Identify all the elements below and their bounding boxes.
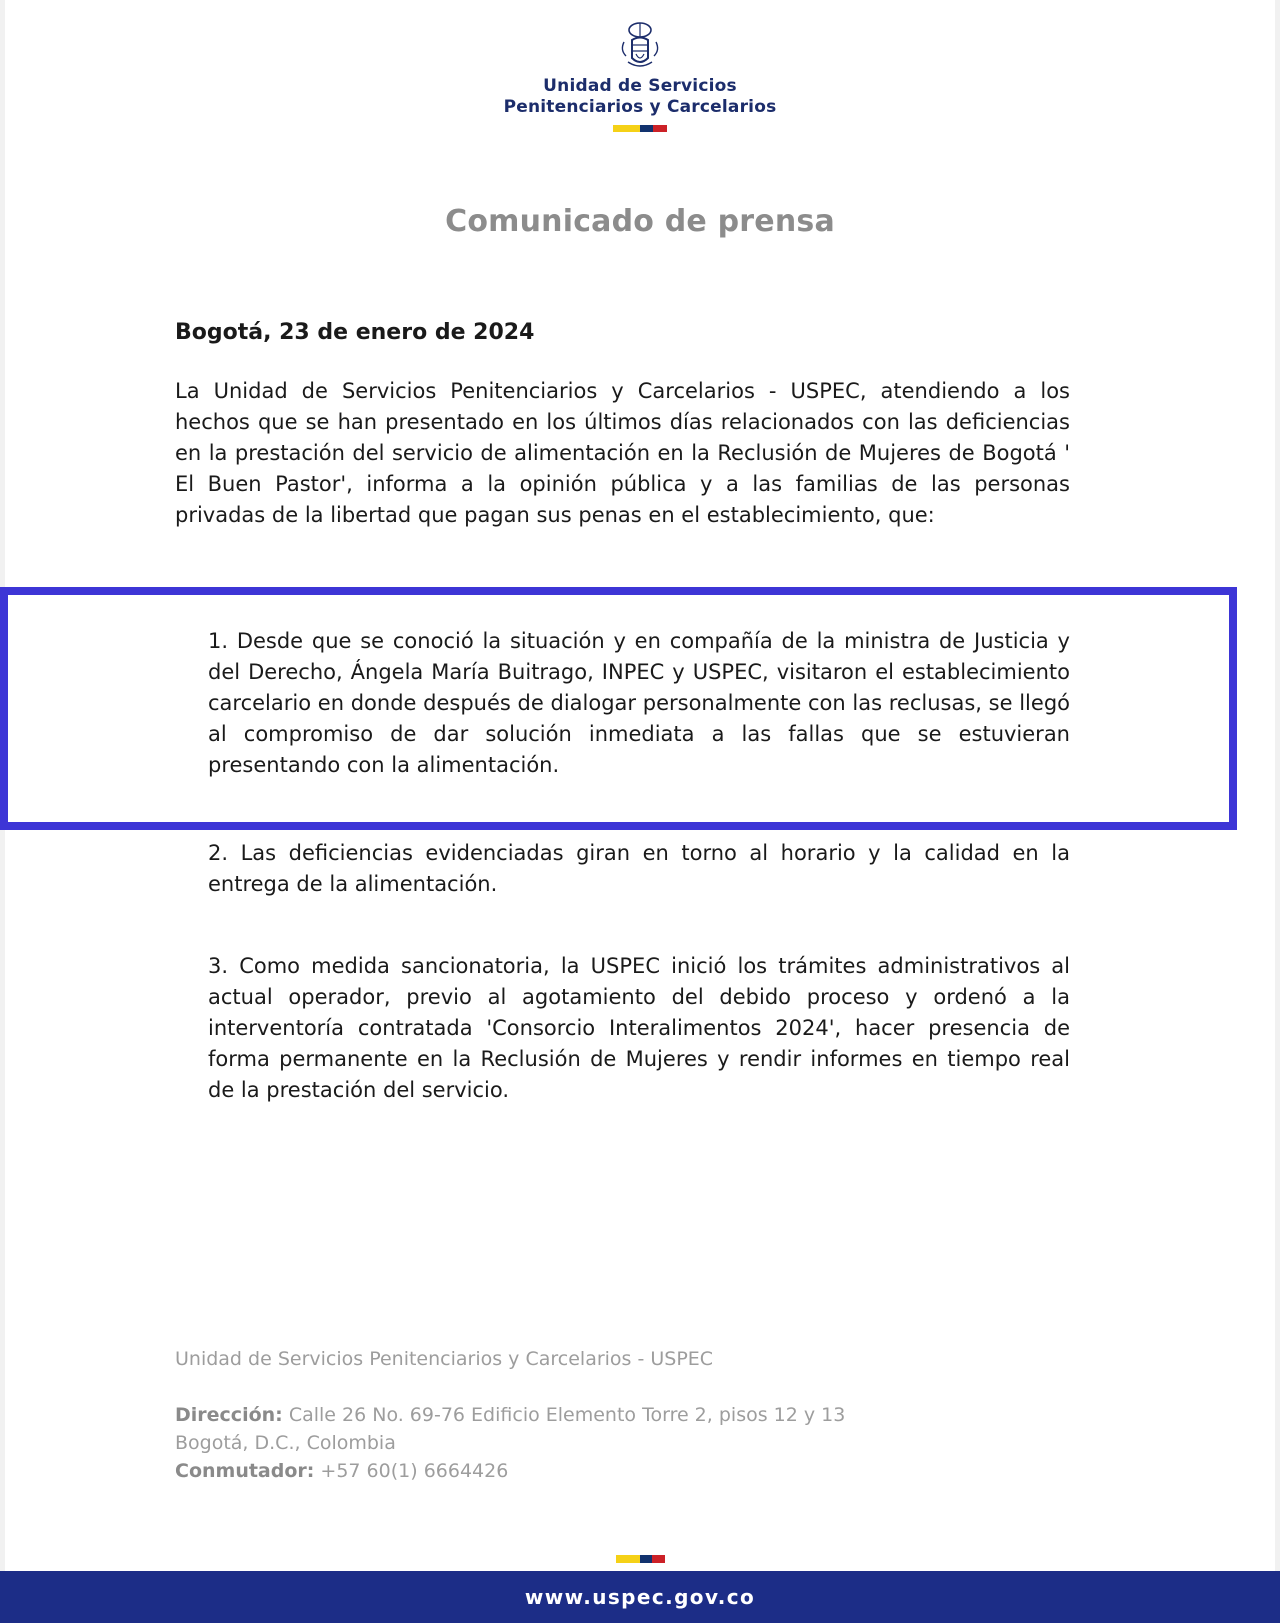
footer-phone-label: Conmutador: (175, 1460, 315, 1482)
website-url[interactable]: www.uspec.gov.co (524, 1585, 756, 1609)
footer-phone-line (175, 1457, 1075, 1485)
organization-name-line2: Penitenciarios y Carcelarios (503, 97, 777, 117)
organization-name-line1: Unidad de Servicios (543, 76, 737, 96)
footer-phone-value: +57 60(1) 6664426 (320, 1460, 509, 1482)
page-right-gutter (1275, 0, 1280, 1623)
list-item-2: 2. Las deficiencias evidenciadas giran en torno al horario y la calidad en la entrega de la alimentación. (208, 841, 1070, 896)
footer-flag-accent (0, 1555, 1280, 1563)
colombia-flag-accent (613, 125, 667, 132)
dateline: Bogotá, 23 de enero de 2024 (175, 320, 535, 345)
document-footer (175, 1345, 1075, 1485)
page-title: Comunicado de prensa (445, 204, 835, 239)
list-item-1: 1. Desde que se conoció la situación y en compañía de la ministra de Justicia y del Derecho, Ángela María Buitrago, INPEC y USPEC, visitaron el establecimiento carcelario en donde después de dialogar personalmente con las reclusas, se llegó al compromiso de dar solución inmediata a las fallas que se estuvieran presentando con la alimentación. (208, 629, 1070, 777)
organization-name (0, 76, 1280, 118)
footer-address-line (175, 1401, 1075, 1429)
footer-address-value: Calle 26 No. 69-76 Edificio Elemento Torre 2, pisos 12 y 13 (288, 1404, 846, 1426)
document-body (175, 320, 1070, 553)
footer-city: Bogotá, D.C., Colombia (175, 1432, 396, 1454)
list-item-3: 3. Como medida sancionatoria, la USPEC inició los trámites administrativos al actual operador, previo al agotamiento del debido proceso y ordenó a la interventoría contratada 'Consorcio Interalimentos 2024', hacer presencia de forma permanente en la Reclusión de Mujeres y rendir informes en tiempo real de la prestación del servicio. (208, 954, 1070, 1102)
footer-organization: Unidad de Servicios Penitenciarios y Carcelarios - USPEC (175, 1348, 714, 1370)
colombia-coat-of-arms-icon (614, 18, 666, 74)
intro-paragraph: La Unidad de Servicios Penitenciarios y Carcelarios - USPEC, atendiendo a los hechos que se han presentado en los últimos días relacionados con las deficiencias en la prestación del servicio de alimentación en la Reclusión de Mujeres de Bogotá ' El Buen Pastor', informa a la opinión pública y a las familias de las personas privadas de la libertad que pagan sus penas en el establecimiento, que: (175, 379, 1070, 527)
document-header (0, 0, 1280, 132)
footer-website-bar (0, 1571, 1280, 1623)
footer-address-label: Dirección: (175, 1404, 283, 1426)
